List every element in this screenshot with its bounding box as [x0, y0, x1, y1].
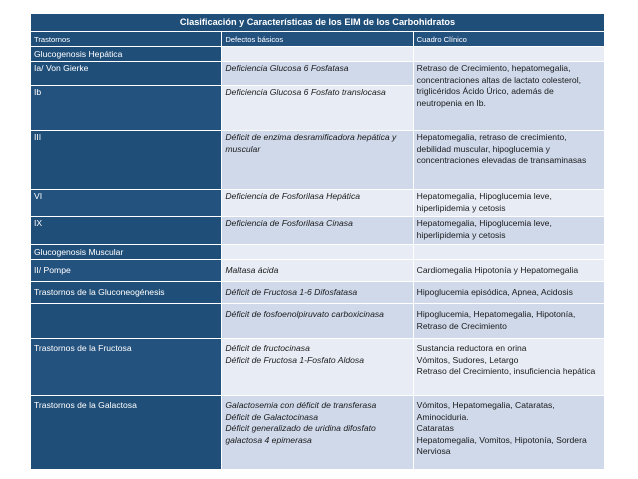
row-gluconeo2-cuadro: Hipoglucemia, Hepatomegalia, Hipotonía, Retraso de Crecimiento — [413, 304, 604, 339]
row-iii-trastorno: III — [31, 131, 222, 190]
row-pompe-trastorno: II/ Pompe — [31, 260, 222, 282]
row-gluconeo-defecto: Déficit de Fructosa 1-6 Difosfatasa — [222, 282, 413, 304]
row-pompe-cuadro: Cardiomegalia Hipotonía y Hepatomegalia — [413, 260, 604, 282]
row-fructosa-defecto — [222, 339, 413, 396]
row-gluconeo2-trastorno — [31, 304, 222, 339]
row-galactosa-trastorno: Trastornos de la Galactosa — [31, 396, 222, 470]
row-gluconeo-cuadro: Hipoglucemia episódica, Apnea, Acidosis — [413, 282, 604, 304]
empty-cell — [222, 245, 413, 260]
fructosa-cuadro-3: Retraso del Crecimiento, insuficiencia hepática — [416, 366, 596, 376]
empty-cell — [413, 245, 604, 260]
galactosa-defecto-2: Déficit de Galactocinasa — [225, 411, 318, 422]
group-glucogenosis-hepatica: Glucogenosis Hepática — [31, 47, 222, 62]
row-pompe-defecto: Maltasa ácida — [222, 260, 413, 282]
row-vi-trastorno: VI — [31, 190, 222, 217]
galactosa-defecto-1: Galactosemia con déficit de transferasa — [225, 400, 377, 410]
galactosa-defecto-3: Déficit generalizado de uridina difosfato galactosa 4 epimerasa — [225, 423, 376, 445]
fructosa-cuadro-2: Vómitos, Sudores, Letargo — [416, 354, 519, 365]
carbohydrate-eim-table — [30, 13, 605, 470]
row-vi-defecto: Deficiencia de Fosforilasa Hepática — [222, 190, 413, 217]
row-gluconeo2-defecto: Déficit de fosfoenolpiruvato carboxicinasa — [222, 304, 413, 339]
header-cuadro: Cuadro Clínico — [413, 32, 604, 47]
row-iii-cuadro: Hepatomegalia, retraso de crecimiento, debilidad muscular, hipoglucemia y concentraciones elevadas de transaminasas — [413, 131, 604, 190]
fructosa-cuadro-1: Sustancia reductora en orina — [416, 343, 527, 353]
fructosa-defecto-2: Déficit de Fructosa 1-Fosfato Aldosa — [225, 354, 365, 365]
table-title: Clasificación y Características de los EIM de los Carbohidratos — [31, 14, 605, 32]
fructosa-defecto-1: Déficit de fructocinasa — [225, 343, 310, 353]
row-ix-defecto: Deficiencia de Fosforilasa Cinasa — [222, 217, 413, 245]
row-ia-trastorno: Ia/ Von Gierke — [31, 62, 222, 86]
empty-cell — [413, 47, 604, 62]
row-ib-trastorno: Ib — [31, 86, 222, 131]
galactosa-cuadro-3: Hepatomegalia, Vomitos, Hipotonía, Sordera Nerviosa — [416, 434, 587, 456]
galactosa-cuadro-2: Cataratas — [416, 423, 454, 433]
header-trastornos: Trastornos — [31, 32, 222, 47]
row-ia-cuadro: Retraso de Crecimiento, hepatomegalia, concentraciones altas de lactato colesterol, triglicéridos Ácido Úrico, además de neutropenia en Ib. — [413, 62, 604, 131]
row-gluconeo-trastorno: Trastornos de la Gluconeogénesis — [31, 282, 222, 304]
row-ix-cuadro: Hepatomegalia, Hipoglucemia leve, hiperlipidemia y cetosis — [413, 217, 604, 245]
galactosa-cuadro-1: Vómitos, Hepatomegalia, Cataratas, Aminociduria. — [416, 400, 555, 422]
header-defectos: Defectos básicos — [222, 32, 413, 47]
row-ia-defecto: Deficiencia Glucosa 6 Fosfatasa — [222, 62, 413, 86]
row-iii-defecto: Déficit de enzima desramificadora hepática y muscular — [222, 131, 413, 190]
row-galactosa-cuadro — [413, 396, 604, 470]
empty-cell — [222, 47, 413, 62]
group-glucogenosis-muscular: Glucogenosis Muscular — [31, 245, 222, 260]
row-ib-defecto: Deficiencia Glucosa 6 Fosfato translocasa — [222, 86, 413, 131]
row-vi-cuadro: Hepatomegalia, Hipoglucemia leve, hiperlipidemia y cetosis — [413, 190, 604, 217]
row-galactosa-defecto — [222, 396, 413, 470]
row-ix-trastorno: IX — [31, 217, 222, 245]
row-fructosa-trastorno: Trastornos de la Fructosa — [31, 339, 222, 396]
row-fructosa-cuadro — [413, 339, 604, 396]
